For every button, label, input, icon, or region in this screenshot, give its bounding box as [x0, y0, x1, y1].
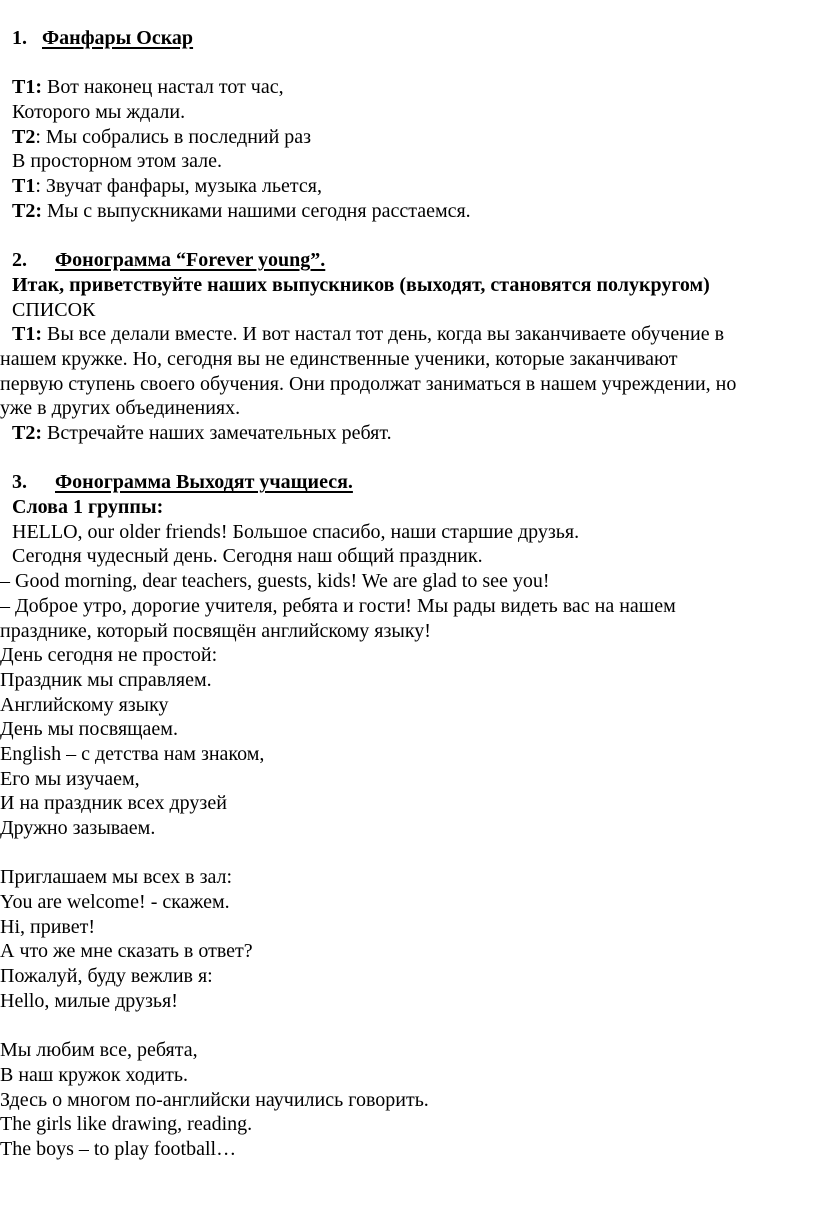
section-3-title: Фонограмма Выходят учащиеся. [55, 471, 353, 494]
spacer [0, 446, 816, 471]
spacer [0, 841, 816, 866]
script-line [0, 125, 816, 150]
section-3-number: 3. [12, 471, 27, 494]
poem-line: English – с детства нам знаком, [0, 742, 265, 765]
script-line: Сегодня чудесный день. Сегодня наш общий праздник. [12, 545, 483, 568]
script-line [0, 174, 816, 199]
speaker-label: Т2: [12, 422, 42, 444]
document-page [0, 26, 816, 1162]
group-label-text: Слова 1 группы: [12, 496, 164, 519]
poem-line: – Good morning, dear teachers, guests, kids! We are glad to see you! [0, 570, 550, 593]
script-line [0, 149, 816, 174]
poem-line: Английскому языку [0, 693, 169, 716]
script-line [0, 199, 816, 224]
script-line: нашем кружке. Но, сегодня вы не единственные ученики, которые заканчивают [0, 347, 678, 370]
poem-line: You are welcome! - скажем. [0, 891, 230, 914]
speaker-label: Т1 [12, 175, 36, 198]
speaker-label: Т2 [12, 125, 36, 148]
spacer [0, 224, 816, 249]
poem-line: – Доброе утро, дорогие учителя, ребята и гости! Мы рады видеть вас на нашем [0, 594, 676, 617]
section-1-title: Фанфары Оскар [42, 27, 194, 49]
line-text: В просторном этом зале. [12, 150, 223, 173]
section-2-number: 2. [12, 249, 27, 272]
list-line: СПИСОК [12, 298, 96, 321]
poem-line: В наш кружок ходить. [0, 1063, 188, 1086]
poem-line: День сегодня не простой: [0, 644, 218, 667]
script-line: HELLO, our older friends! Большое спасибо, наши старшие друзья. [12, 520, 580, 543]
section-2-heading [0, 248, 816, 273]
speaker-label: Т1: [12, 76, 42, 99]
poem-line: Здесь о многом по-английски научились говорить. [0, 1088, 429, 1111]
poem-line: Праздник мы справляем. [0, 668, 212, 691]
group-label [0, 495, 816, 520]
line-text: Которого мы ждали. [12, 101, 186, 124]
poem-line: Hello, милые друзья! [0, 989, 178, 1012]
stage-direction-text: Итак, приветствуйте наших выпускников (выходят, становятся полукругом) [12, 273, 710, 296]
spacer [0, 1014, 816, 1039]
poem-line: Мы любим все, ребята, [0, 1039, 198, 1062]
poem-line: А что же мне сказать в ответ? [0, 940, 253, 963]
poem-line: День мы посвящаем. [0, 718, 178, 741]
poem-line: Его мы изучаем, [0, 767, 140, 790]
section-2-title: Фонограмма “Forever young”. [55, 249, 326, 272]
script-line [0, 322, 816, 347]
poem-line: Дружно зазываем. [0, 817, 156, 839]
section-1-heading [0, 26, 816, 51]
poem-line: празднике, который посвящён английскому языку! [0, 619, 431, 642]
poem-line: И на праздник всех друзей [0, 792, 227, 815]
poem-line: The boys – to play football… [0, 1137, 237, 1160]
line-text: : Мы собрались в последний раз [35, 125, 312, 148]
poem-line: Приглашаем мы всех в зал: [0, 866, 233, 889]
poem-line: Hi, привет! [0, 915, 96, 938]
script-line [0, 421, 816, 446]
speaker-label: Т1: [12, 323, 42, 346]
script-line [0, 100, 816, 125]
line-text: Вы все делали вместе. И вот настал тот день, когда вы заканчиваете обучение в [42, 323, 725, 346]
spacer [0, 51, 816, 76]
section-1-number: 1. [12, 27, 27, 49]
script-line: первую ступень своего обучения. Они продолжат заниматься в нашем учреждении, но [0, 372, 737, 395]
line-text: : Звучат фанфары, музыка льется, [35, 175, 322, 198]
line-text: Встречайте наших замечательных ребят. [42, 422, 392, 444]
section-3-heading [0, 470, 816, 495]
script-line: уже в других объединениях. [0, 397, 241, 420]
poem-line: Пожалуй, буду вежлив я: [0, 965, 213, 988]
stage-direction [0, 273, 816, 298]
script-line [0, 75, 816, 100]
poem-line: The girls like drawing, reading. [0, 1113, 253, 1136]
line-text: Вот наконец настал тот час, [42, 76, 284, 99]
speaker-label: Т2: [12, 199, 42, 222]
line-text: Мы с выпускниками нашими сегодня расстаемся. [42, 199, 471, 222]
